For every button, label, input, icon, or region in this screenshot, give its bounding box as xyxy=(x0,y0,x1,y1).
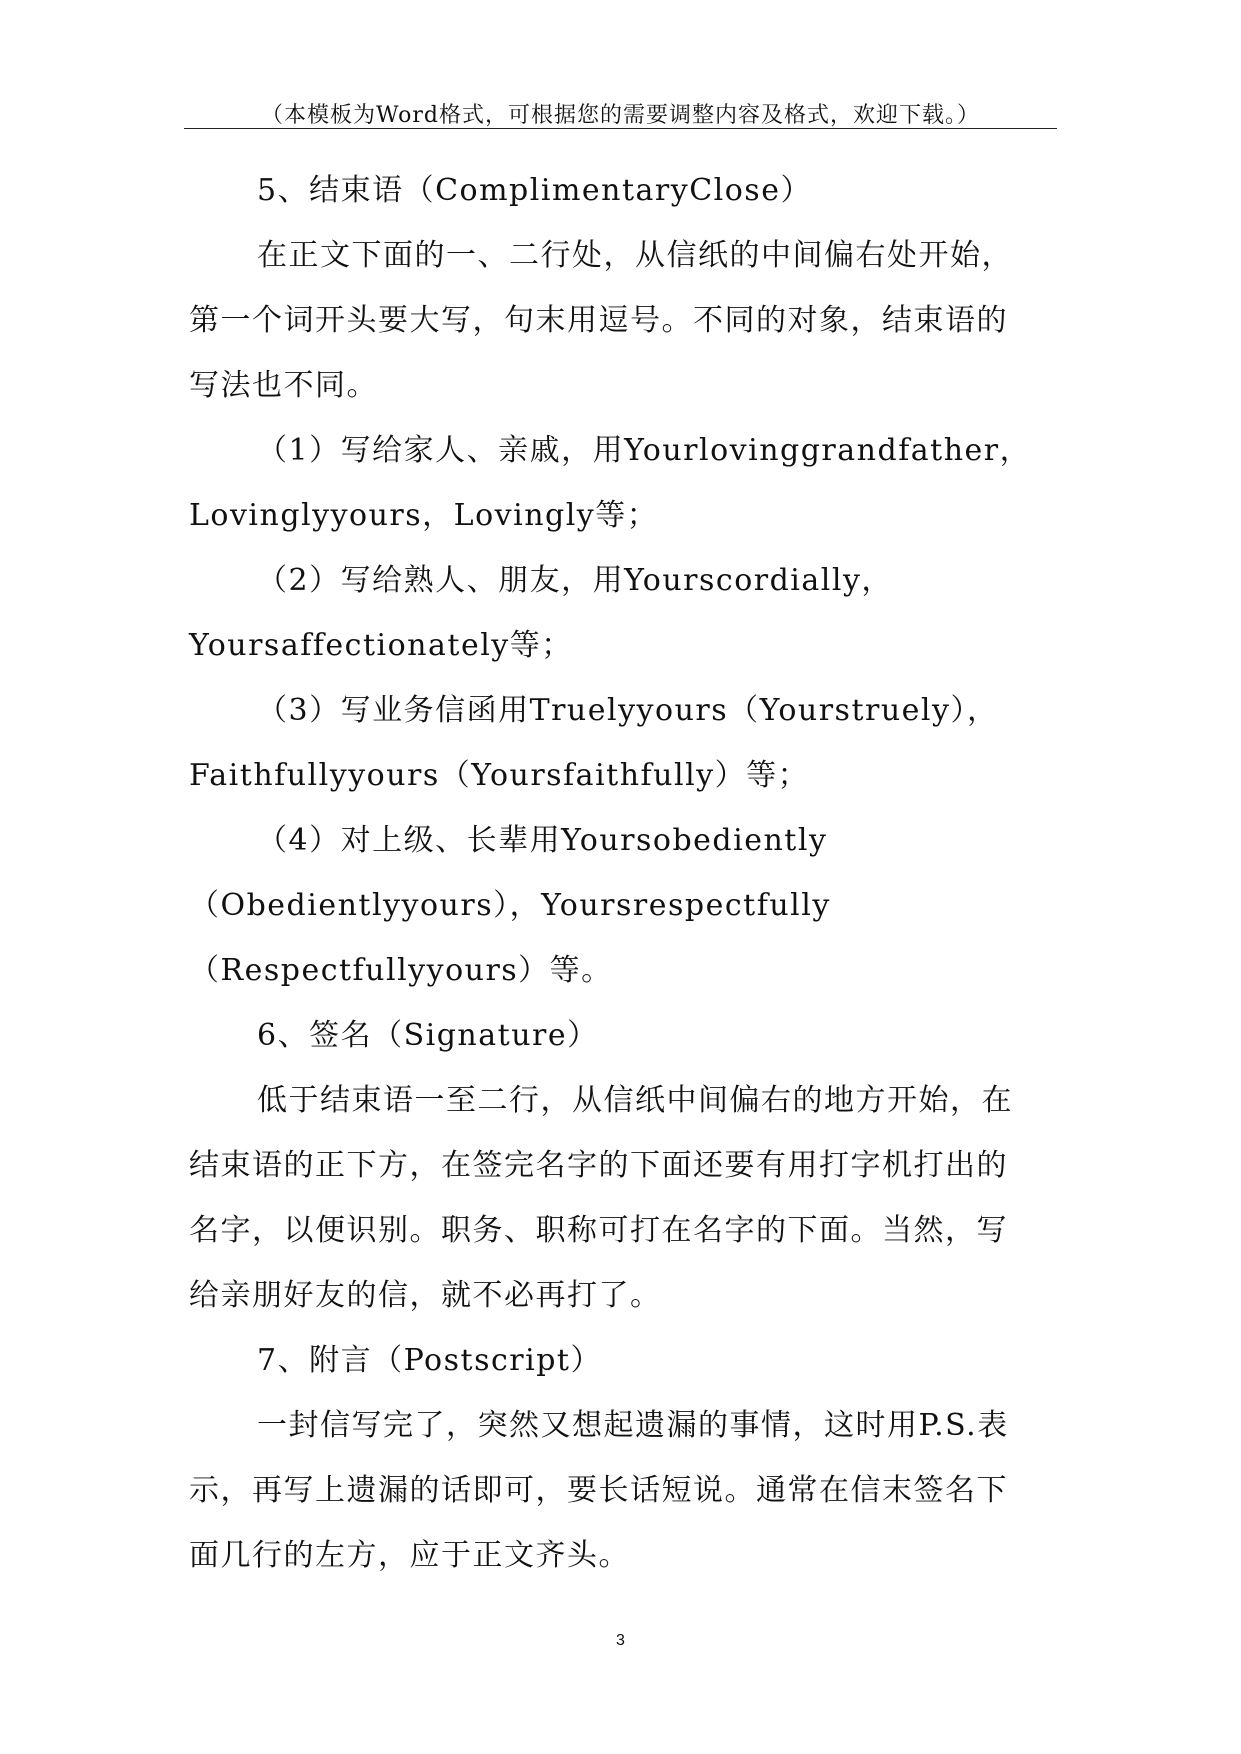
paragraph-line: 在正文下面的一、二行处，从信纸的中间偏右处开始， xyxy=(257,238,1013,273)
paragraph-line: 第一个词开头要大写，句末用逗号。不同的对象，结束语的 xyxy=(189,303,1008,338)
list-item-superiors-cont: （Respectfullyyours）等。 xyxy=(189,953,613,988)
list-item-superiors-cont: （Obedientlyyours），Yoursrespectfully xyxy=(189,888,831,923)
paragraph-line: 结束语的正下方，在签完名字的下面还要有用打字机打出的 xyxy=(189,1148,1008,1183)
paragraph-line: 写法也不同。 xyxy=(189,368,378,403)
paragraph-line: 给亲朋好友的信，就不必再打了。 xyxy=(189,1278,662,1313)
paragraph-line: 低于结束语一至二行，从信纸中间偏右的地方开始，在 xyxy=(257,1083,1013,1118)
header-divider xyxy=(184,128,1057,129)
page-number: 3 xyxy=(616,1632,625,1649)
section-heading-postscript: 7、附言（Postscript） xyxy=(257,1343,602,1378)
list-item-friends: （2）写给熟人、朋友，用Yourscordially， xyxy=(257,563,893,598)
paragraph-line: 面几行的左方，应于正文齐头。 xyxy=(189,1538,630,1573)
list-item-family-cont: Lovinglyyours，Lovingly等； xyxy=(189,498,659,533)
page-header: （本模板为Word格式，可根据您的需要调整内容及格式，欢迎下载。） xyxy=(261,103,980,128)
section-heading-complimentary-close: 5、结束语（ComplimentaryClose） xyxy=(257,173,812,208)
paragraph-line: 名字，以便识别。职务、职称可打在名字的下面。当然，写 xyxy=(189,1213,1008,1248)
paragraph-line: 一封信写完了，突然又想起遗漏的事情，这时用P.S.表 xyxy=(257,1408,1009,1443)
section-heading-signature: 6、签名（Signature） xyxy=(257,1018,599,1053)
paragraph-line: 示，再写上遗漏的话即可，要长话短说。通常在信末签名下 xyxy=(189,1473,1008,1508)
list-item-friends-cont: Yoursaffectionately等； xyxy=(189,628,573,663)
list-item-business: （3）写业务信函用Truelyyours（Yourstruely）， xyxy=(257,693,999,728)
document-body xyxy=(189,158,1059,1588)
list-item-business-cont: Faithfullyyours（Yoursfaithfully）等； xyxy=(189,758,810,793)
list-item-superiors: （4）对上级、长辈用Yoursobediently xyxy=(257,823,828,858)
list-item-family: （1）写给家人、亲戚，用Yourlovinggrandfather， xyxy=(257,433,1032,468)
